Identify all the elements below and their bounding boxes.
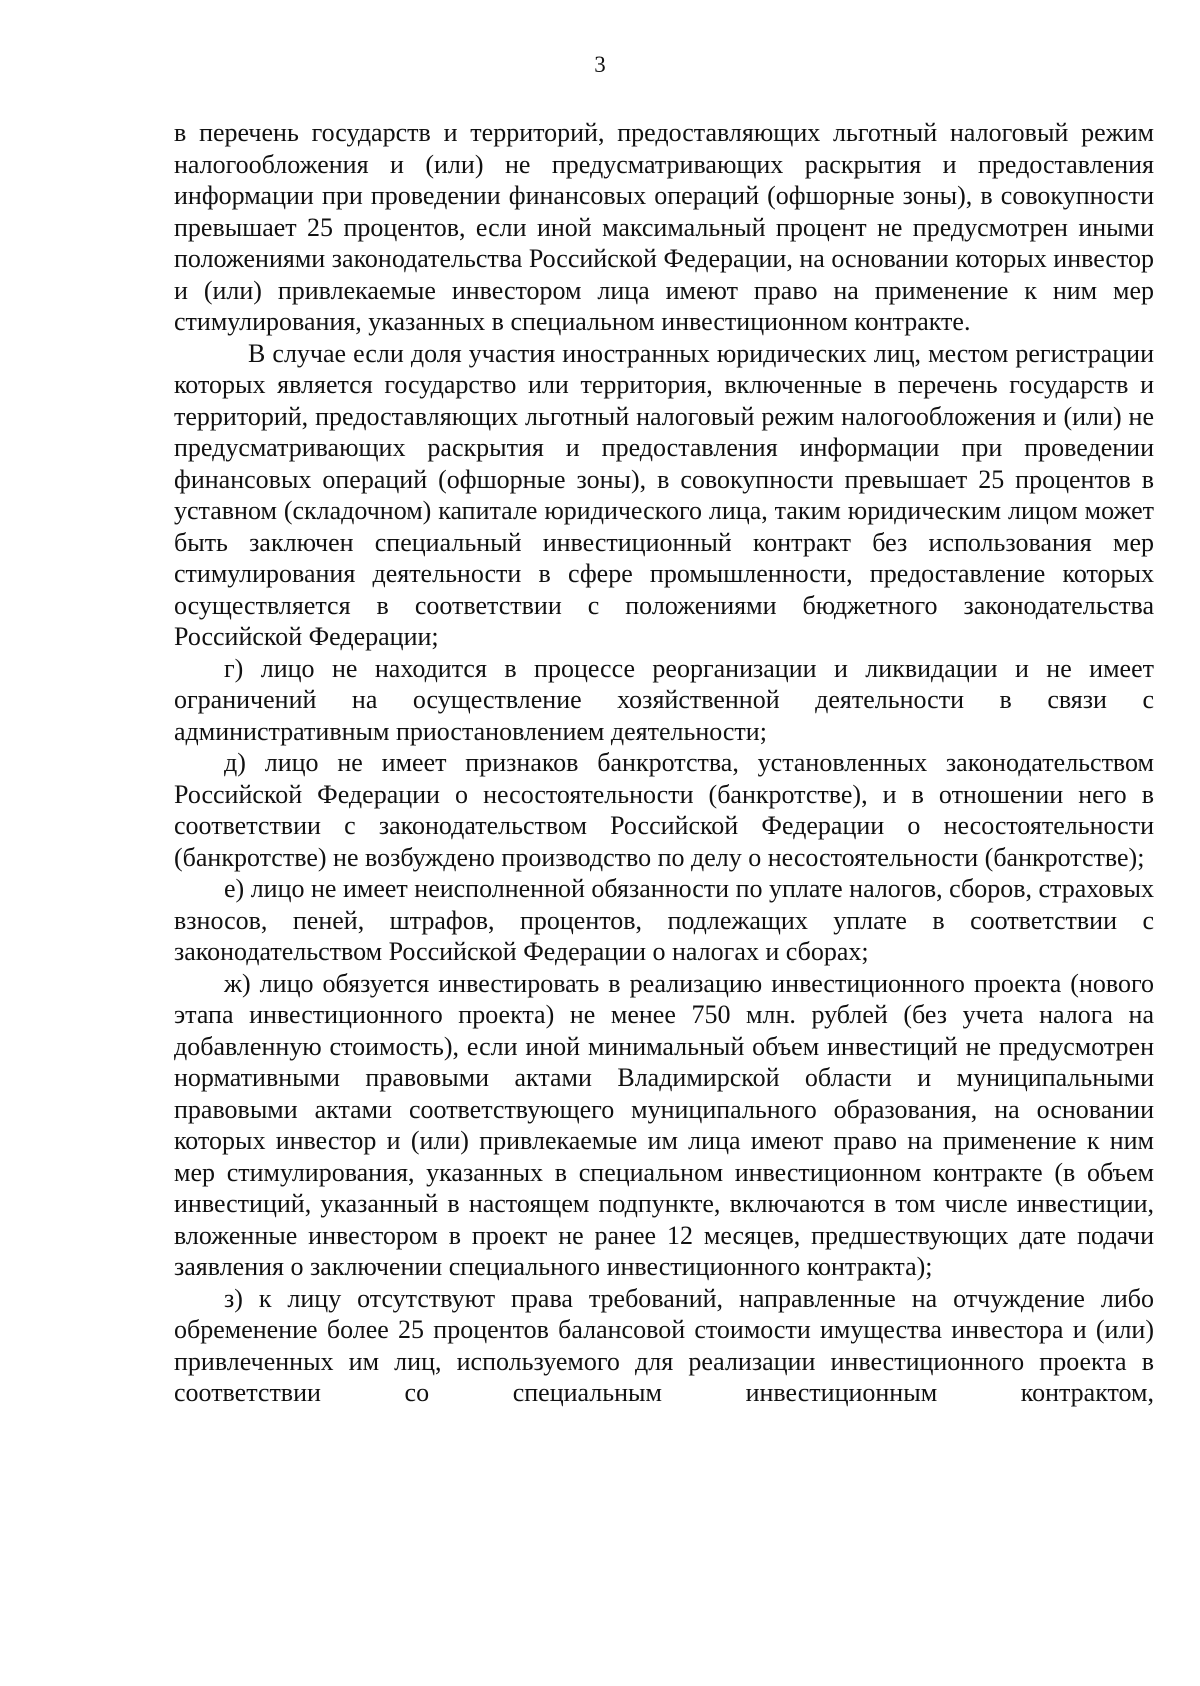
paragraph-continuation: в перечень государств и территорий, предоставляющих льготный налоговый режим налогообложения и (или) не предусматривающих раскрытия и предоставления информации при проведении финансовых операций (офшорные зоны), в совокупности превышает 25 процентов, если иной максимальный процент не предусмотрен иными положениями законодательства Российской Федерации, на основании которых инвестор и (или) привлекаемые инвестором лица имеют право на применение к ним мер стимулирования, указанных в специальном инвестиционном контракте.: [174, 118, 1154, 336]
document-body: [174, 117, 1154, 1409]
paragraph-item-z: з) к лицу отсутствуют права требований, направленные на отчуждение либо обременение более 25 процентов балансовой стоимости имущества инвестора и (или) привлеченных им лиц, используемого для реализации инвестиционного проекта в соответствии со специальным инвестиционным контрактом,: [174, 1283, 1154, 1407]
paragraph-item-e: е) лицо не имеет неисполненной обязанности по уплате налогов, сборов, страховых взносов, пеней, штрафов, процентов, подлежащих уплате в соответствии с законодательством Российской Федерации о налогах и сборах;: [174, 874, 1154, 966]
paragraph-offshore-case: В случае если доля участия иностранных юридических лиц, местом регистрации которых является государство или территория, включенные в перечень государств и территорий, предоставляющих льготный налоговый режим налогообложения и (или) не предусматривающих раскрытия и предоставления информации при проведении финансовых операций (офшорные зоны), в совокупности превышает 25 процентов в уставном (складочном) капитале юридического лица, таким юридическим лицом может быть заключен специальный инвестиционный контракт без использования мер стимулирования деятельности в сфере промышленности, предоставление которых осуществляется в соответствии с положениями бюджетного законодательства Российской Федерации;: [174, 338, 1154, 651]
paragraph-item-zh: ж) лицо обязуется инвестировать в реализацию инвестиционного проекта (нового этапа инвестиционного проекта) не менее 750 млн. рублей (без учета налога на добавленную стоимость), если иной минимальный объем инвестиций не предусмотрен нормативными правовыми актами Владимирской области и муниципальными правовыми актами соответствующего муниципального образования, на основании которых инвестор и (или) привлекаемые им лица имеют право на применение к ним мер стимулирования, указанных в специальном инвестиционном контракте (в объем инвестиций, указанный в настоящем подпункте, включаются в том числе инвестиции, вложенные инвестором в проект не ранее 12 месяцев, предшествующих дате подачи заявления о заключении специального инвестиционного контракта);: [174, 968, 1154, 1281]
paragraph-item-g: г) лицо не находится в процессе реорганизации и ликвидации и не имеет ограничений на осуществление хозяйственной деятельности в связи с административным приостановлением деятельности;: [174, 653, 1154, 746]
page-number: 3: [594, 52, 606, 77]
paragraph-item-d: д) лицо не имеет признаков банкротства, установленных законодательством Российской Федерации о несостоятельности (банкротстве), и в отношении него в соответствии с законодательством Российской Федерации о несостоятельности (банкротстве) не возбуждено производство по делу о несостоятельности (банкротстве);: [174, 748, 1154, 872]
